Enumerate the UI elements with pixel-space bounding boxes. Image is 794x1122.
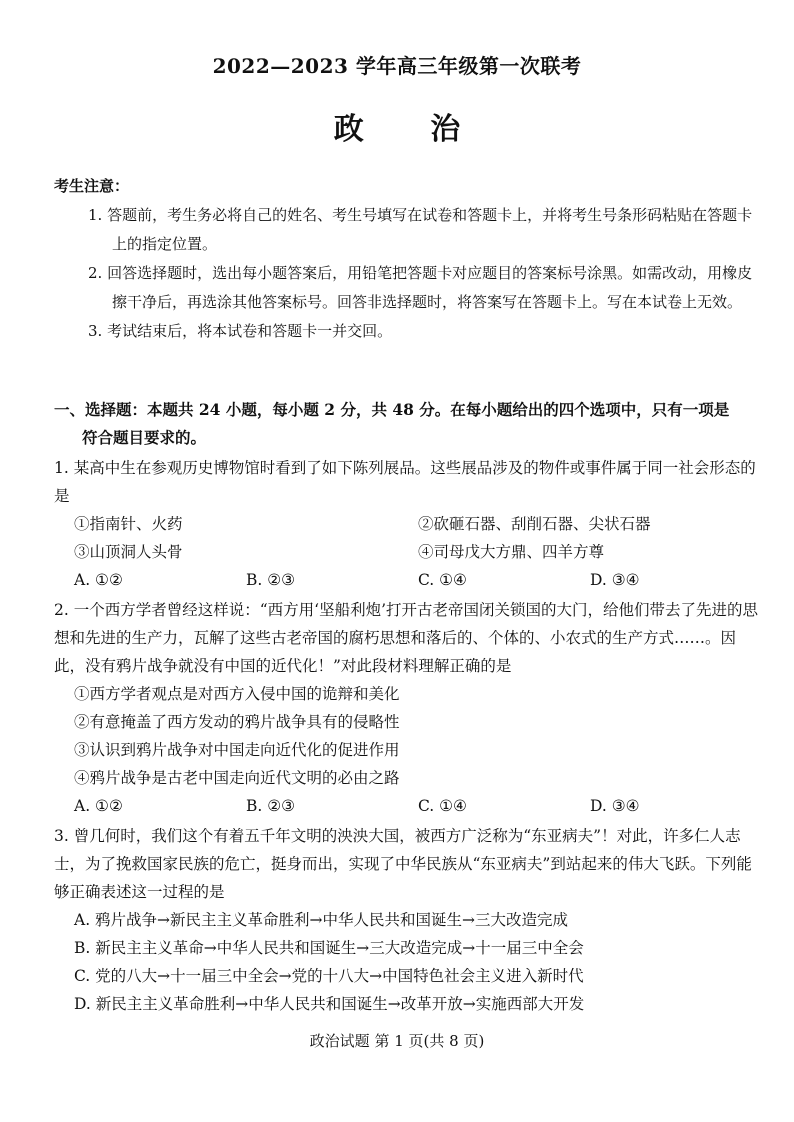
option-d: D. 新民主主义革命胜利→中华人民共和国诞生→改革开放→实施西部大开发 [74, 995, 585, 1013]
statement-item: ④司母戊大方鼎、四羊方尊 [418, 543, 605, 561]
option-a: A. ①② [74, 571, 123, 589]
statement-row [54, 510, 762, 538]
option-b: B. ②③ [246, 571, 296, 589]
statement-item: ③山顶洞人头骨 [74, 543, 183, 561]
statement-row [54, 538, 762, 566]
page-footer: 政治试题 第 1 页(共 8 页) [309, 1032, 485, 1050]
notice-item: 1. 答题前，考生务必将自己的姓名、考生号填写在试卷和答题卡上，并将考生号条形码粘贴在答题卡上的指定位置。 [88, 206, 753, 253]
multiple-choice-section [54, 396, 762, 1018]
option-a: A. 鸦片战争→新民主主义革命胜利→中华人民共和国诞生→三大改造完成 [74, 911, 569, 929]
statement-item: ①指南针、火药 [74, 515, 183, 533]
candidate-notice [54, 172, 756, 346]
option-b: B. ②③ [246, 797, 296, 815]
option-d: D. ③④ [590, 571, 640, 589]
option-d: D. ③④ [590, 797, 640, 815]
option-c: C. ①④ [418, 797, 467, 815]
answer-options [54, 566, 762, 594]
statement-item: ①西方学者观点是对西方入侵中国的诡辩和美化 [74, 685, 400, 703]
question-stem: 1. 某高中生在参观历史博物馆时看到了如下陈列展品。这些展品涉及的物件或事件属于同一社会形态的是 [54, 459, 756, 505]
option-c: C. 党的八大→十一届三中全会→党的十八大→中国特色社会主义进入新时代 [74, 967, 584, 985]
notice-item: 3. 考试结束后，将本试卷和答题卡一并交回。 [88, 322, 393, 340]
section-heading [54, 396, 762, 452]
section-heading-line2: 符合题目要求的。 [82, 428, 207, 447]
statement-item: ④鸦片战争是古老中国走向近代文明的必由之路 [74, 769, 400, 787]
question-stem: 2. 一个西方学者曾经这样说：“西方用‘坚船利炮’打开古老帝国闭关锁国的大门，给他们带去了先进的思想和先进的生产力，瓦解了这些古老帝国的腐朽思想和落后的、个体的、小农式的生产方式……。因此，没有鸦片战争就没有中国的近代化！”对此段材料理解正确的是 [54, 601, 758, 675]
statement-item: ②有意掩盖了西方发动的鸦片战争具有的侵略性 [74, 713, 400, 731]
question-1 [54, 454, 762, 594]
option-b: B. 新民主主义革命→中华人民共和国诞生→三大改造完成→十一届三中全会 [74, 939, 584, 957]
statement-item: ②砍砸石器、刮削石器、尖状石器 [418, 515, 651, 533]
question-stem: 3. 曾几何时，我们这个有着五千年文明的泱泱大国，被西方广泛称为“东亚病夫”！对此，许多仁人志士，为了挽救国家民族的危亡，挺身而出，实现了中华民族从“东亚病夫”到站起来的伟大飞跃。下列能够正确表述这一过程的是 [54, 827, 752, 901]
section-heading-line1: 一、选择题：本题共 24 小题，每小题 2 分，共 48 分。在每小题给出的四个选项中，只有一项是 [54, 400, 730, 419]
subject-title: 政 治 [333, 112, 489, 147]
option-c: C. ①④ [418, 571, 467, 589]
statement-item: ③认识到鸦片战争对中国走向近代化的促进作用 [74, 741, 400, 759]
question-2 [54, 596, 762, 820]
exam-title: 2022—2023 学年高三年级第一次联考 [212, 54, 582, 78]
option-a: A. ①② [74, 797, 123, 815]
notice-heading: 考生注意： [54, 177, 130, 195]
notice-item: 2. 回答选择题时，选出每小题答案后，用铅笔把答题卡对应题目的答案标号涂黑。如需改动，用橡皮擦干净后，再选涂其他答案标号。回答非选择题时，将答案写在答题卡上。写在本试卷上无效。 [88, 264, 753, 311]
answer-options [54, 792, 762, 820]
question-3 [54, 822, 762, 1018]
